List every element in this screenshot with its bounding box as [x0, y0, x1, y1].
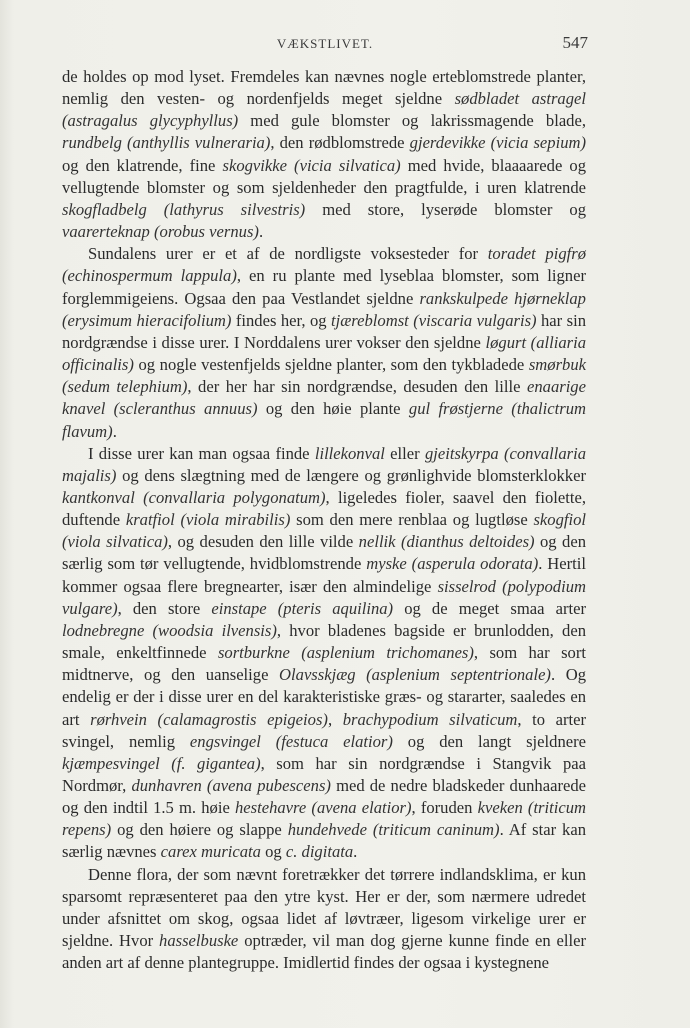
text-run: , som har sort midtnerve, og den uanselige [62, 643, 586, 685]
text-run: , en ru plante med lyseblaa blomster, som ligner forglemmigeiens. Ogsaa den paa Vestlandet sjeldne [62, 266, 586, 308]
text-run: , ligeledes fioler, saavel den fiolette, duftende [62, 487, 586, 530]
species-name: dunhavren (avena pubescens) [131, 776, 331, 795]
species-name: rørhvein (calamagrostis epigeios) [90, 709, 328, 729]
text-run: med hvide, blaaaarede og vellugtende blomster og som sjeldenheder den pragtfulde, i uren klatrende [62, 155, 586, 197]
text-run: eller [384, 443, 425, 463]
species-name: sødbladet astragel (astragalus glycyphyllus) [62, 89, 586, 131]
page-number: 547 [562, 33, 588, 52]
text-run: , to arter svingel, nemlig [62, 709, 587, 751]
species-name: sortburkne (asplenium trichomanes) [217, 643, 474, 663]
text-run: har sin nordgrændse i disse urer. I Norddalens urer vokser den sjeldne [62, 310, 586, 352]
species-name: einstape (pteris aquilina) [211, 598, 394, 618]
text-run: . [112, 421, 117, 441]
species-name: hestehavre (avena elatior) [234, 798, 412, 818]
species-name: myske (asperula odorata) [366, 554, 539, 574]
species-name: Olavsskjæg (asplenium septentrionale) [279, 665, 551, 685]
text-run: , hvor bladenes bagside er brunlodden, den smale, enkeltfinnede [62, 620, 586, 663]
paragraph [62, 243, 586, 442]
species-name: løgurt (alliaria officinalis) [62, 332, 586, 375]
species-name: gul frøstjerne (thalictrum flavum) [62, 399, 586, 441]
species-name: skogfiol (viola silvatica) [62, 510, 586, 552]
text-run: Denne flora, der som nævnt foretrækker det tørrere indlandsklima, er kun sparsomt repræsenteret paa den ytre kyst. Her er der, som nærmere udredet under afsnittet om skog, ogsaa lidet af løvtræer, ligesom virkelige urer er sjeldne. Hvor [62, 864, 586, 951]
species-name: engsvingel (festuca elatior) [189, 731, 393, 751]
text-run: optræder, vil man dog gjerne kunne finde en eller anden art af denne plantegruppe. Imidlertid findes der ogsaa i kystegnene [62, 931, 586, 973]
text-run: med de nedre bladskeder dunhaarede og den indtil 1.5 m. høie [62, 776, 587, 818]
paragraph [62, 443, 586, 864]
text-run: Sundalens urer er et af de nordligste voksesteder for [88, 244, 488, 264]
text-run: , den rødblomstrede [270, 133, 410, 153]
species-name: toradet pigfrø (echinospermum lappula) [62, 244, 586, 286]
text-run: , foruden [411, 798, 478, 818]
text-run: som den mere renblaa og lugtløse [290, 510, 534, 530]
species-name: sisselrod (polypodium vulgare) [62, 576, 586, 618]
paragraph [62, 864, 586, 975]
species-name: lillekonval [314, 443, 385, 463]
species-name: c. digitata [285, 842, 354, 862]
species-name: enaarige knavel (scleranthus annuus) [62, 377, 586, 419]
text-run: , og desuden den lille vilde [167, 532, 359, 552]
text-run: , den store [117, 598, 212, 618]
species-name: skogvikke (vicia silvatica) [222, 155, 401, 175]
text-run: . [353, 842, 358, 862]
species-name: carex muricata [160, 842, 261, 862]
text-run: og [260, 842, 286, 862]
species-name: brachypodium silvaticum [342, 709, 518, 729]
text-run: og den høie plante [257, 399, 409, 419]
text-run: med store, lyserøde blomster og [305, 199, 586, 219]
text-run: I disse urer kan man ogsaa finde [88, 443, 315, 463]
paragraph [62, 66, 586, 243]
text-run: og de meget smaa arter [393, 598, 586, 618]
species-name: kjæmpesvingel (f. gigantea) [62, 753, 261, 773]
text-run: . Hertil kommer ogsaa flere bregnearter, især den almindelige [62, 554, 586, 596]
text-run: . Af star kan særlig nævnes [62, 820, 587, 862]
species-name: gjerdevikke (vicia sepium) [409, 133, 587, 153]
species-name: hasselbuske [159, 931, 239, 951]
species-name: skogfladbelg (lathyrus silvestris) [62, 199, 306, 219]
species-name: gjeitskyrpa (convallaria majalis) [62, 443, 586, 485]
species-name: kratfiol (viola mirabilis) [125, 510, 291, 530]
text-run: og den klatrende, fine [62, 155, 223, 175]
text-run: . Og endelig er der i disse urer en del karakteristiske græs- og stararter, saaledes en art [62, 665, 586, 729]
text-run: og den høiere og slappe [111, 820, 288, 840]
species-name: kveken (triticum repens) [62, 798, 586, 840]
text-run: , som har sin nordgrændse i Stangvik paa Nordmør, [62, 753, 587, 795]
species-name: tjæreblomst (viscaria vulgaris) [331, 310, 537, 330]
text-run: , [327, 709, 343, 729]
species-name: hundehvede (triticum caninum) [287, 820, 500, 840]
body-text [62, 66, 586, 974]
page-header [62, 33, 588, 58]
species-name: vaarerteknap (orobus vernus) [62, 222, 259, 242]
text-run: de holdes op mod lyset. Fremdeles kan nævnes nogle erteblomstrede planter, nemlig den vesten- og nordenfjelds meget sjeldne [62, 67, 586, 109]
species-name: lodnebregne (woodsia ilvensis) [62, 620, 277, 640]
species-name: rankskulpede hjørneklap (erysimum hieracifolium) [62, 288, 586, 330]
species-name: nellik (dianthus deltoides) [358, 532, 535, 552]
text-run: , der her har sin nordgrændse, desuden den lille [187, 377, 527, 397]
text-run: og nogle vestenfjelds sjeldne planter, som den tykbladede [133, 355, 529, 375]
text-run: findes her, og [231, 310, 332, 330]
text-run: . [258, 222, 264, 242]
text-run: og dens slægtning med de længere og grønlighvide blomsterklokker [116, 465, 586, 485]
species-name: kantkonval (convallaria polygonatum) [62, 487, 326, 507]
running-title: VÆKSTLIVET. [276, 36, 374, 51]
text-run: og den langt sjeldnere [392, 731, 586, 751]
species-name: smørbuk (sedum telephium) [62, 355, 586, 397]
text-run: med gule blomster og lakrissmagende blade, [238, 111, 586, 131]
text-run: og den særlig som tør vellugtende, hvidblomstrende [62, 532, 587, 574]
species-name: rundbelg (anthyllis vulneraria) [62, 133, 271, 153]
